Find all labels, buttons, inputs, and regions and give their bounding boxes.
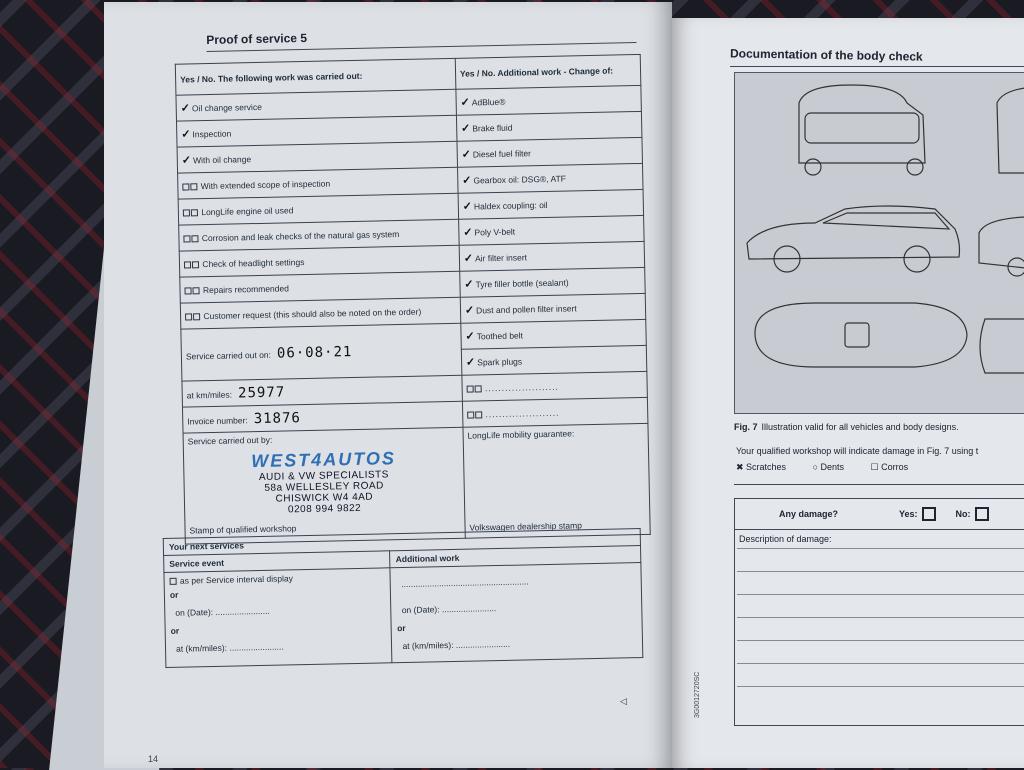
- checkbox-icon: [466, 385, 473, 392]
- damage-report-box: [734, 498, 1024, 726]
- checkbox-icon: [191, 209, 198, 216]
- checkbox-icon: [191, 235, 198, 242]
- figure-text: Illustration valid for all vehicles and body designs.: [761, 422, 959, 432]
- tick-mark-icon: ✓: [461, 148, 471, 161]
- no-option: [956, 507, 989, 521]
- stamp-line: 0208 994 9822: [287, 502, 362, 516]
- header-additional-work: Yes / No. Additional work - Change of:: [455, 54, 641, 89]
- ruled-line: [737, 617, 1024, 640]
- additional-work-header: Additional work: [390, 546, 641, 568]
- stamp-line: AUDI & VW SPECIALISTS: [258, 469, 389, 484]
- tick-mark-icon: ✓: [462, 200, 473, 213]
- damage-question-row: [735, 499, 1024, 530]
- work-item: Corrosion and leak checks of the natural gas system: [201, 228, 400, 243]
- car-outlines-icon: [735, 73, 1024, 413]
- service-work-table: [175, 54, 651, 545]
- tick-mark-icon: ✓: [460, 122, 471, 135]
- ruled-line: [737, 686, 1024, 709]
- interval-option: as per Service interval display: [179, 573, 293, 586]
- service-date-label: Service carried out on:: [185, 349, 272, 362]
- tick-mark-icon: ✓: [180, 102, 191, 115]
- yes-checkbox-icon: [922, 507, 936, 521]
- page-title: Proof of service 5: [206, 30, 308, 48]
- checkbox-icon: [193, 313, 200, 320]
- checkbox-icon: [183, 209, 190, 216]
- workshop-stamp: [188, 447, 460, 518]
- no-label: No:: [955, 509, 971, 519]
- checkbox-icon: [475, 411, 482, 418]
- additional-item: Air filter insert: [474, 252, 528, 264]
- figure-label: Fig. 7: [734, 422, 758, 432]
- additional-item: AdBlue®: [471, 96, 506, 108]
- checkbox-icon: [192, 287, 199, 294]
- tick-mark-icon: ✓: [463, 252, 474, 265]
- tick-mark-icon: ✓: [460, 96, 470, 109]
- yes-option: [899, 507, 936, 521]
- additional-item: Poly V-belt: [474, 226, 516, 238]
- arrow-icon: ◁: [620, 696, 627, 706]
- title-rule: [730, 66, 1024, 67]
- additional-item: Diesel fuel filter: [472, 148, 532, 160]
- service-event-header: Service event: [164, 551, 391, 573]
- additional-item: Toothed belt: [476, 330, 524, 342]
- work-item: With extended scope of inspection: [200, 177, 331, 191]
- on-date-line: on (Date): .......................: [401, 603, 497, 616]
- ruled-line: [737, 640, 1024, 663]
- checkbox-icon: [467, 411, 474, 418]
- additional-item: Gearbox oil: DSG®, ATF: [473, 173, 567, 186]
- next-services-title: Your next services: [163, 529, 640, 556]
- additional-item: Spark plugs: [477, 356, 523, 368]
- additional-work-line: ......................................................: [401, 576, 529, 590]
- document-id: 3G0012720SC: [694, 671, 701, 718]
- additional-item: Dust and pollen filter insert: [476, 303, 577, 316]
- tick-mark-icon: ✓: [464, 278, 474, 291]
- additional-item: Haldex coupling: oil: [473, 199, 548, 212]
- vehicle-diagram: [734, 72, 1024, 414]
- work-item: LongLife engine oil used: [201, 204, 294, 217]
- legend-rule: [734, 484, 1024, 485]
- tick-mark-icon: ✓: [465, 356, 476, 369]
- or-label: or: [170, 625, 180, 636]
- tick-mark-icon: ✓: [462, 174, 472, 187]
- checkbox-icon: [185, 313, 192, 320]
- legend-scratches: ✖ Scratches: [736, 462, 787, 472]
- tick-mark-icon: ✓: [464, 304, 475, 317]
- at-km-line: at (km/miles): .......................: [175, 641, 284, 654]
- table-row: [183, 423, 650, 544]
- header-work-carried-out: Yes / No. The following work was carried out:: [175, 58, 455, 95]
- stamp-caption: Stamp of qualified workshop: [189, 523, 297, 536]
- page-number: 14: [148, 754, 159, 764]
- checkbox-icon: [184, 261, 191, 268]
- yes-label: Yes:: [899, 509, 918, 519]
- ruled-line: [737, 663, 1024, 686]
- service-date-value: 06·08·21: [276, 343, 353, 362]
- work-item: Customer request (this should also be noted on the order): [203, 306, 422, 321]
- work-item: Repairs recommended: [202, 282, 289, 295]
- ruled-line: [737, 571, 1024, 594]
- description-label: Description of damage:: [739, 534, 832, 544]
- body-check-title: Documentation of the body check: [729, 46, 923, 64]
- checkbox-icon: [184, 287, 191, 294]
- legend-dents: ○ Dents: [812, 462, 845, 472]
- km-label: at km/miles:: [186, 389, 233, 401]
- blank-item: ......................: [485, 407, 560, 419]
- no-checkbox-icon: [975, 507, 989, 521]
- stamp-line: CHISWICK W4 4AD: [275, 491, 374, 505]
- dealer-stamp-caption: Volkswagen dealership stamp: [469, 520, 582, 533]
- tick-mark-icon: ✓: [463, 226, 473, 239]
- checkbox-icon: [182, 183, 189, 190]
- work-item: Check of headlight settings: [202, 256, 305, 269]
- ruled-line: [737, 548, 1024, 571]
- workshop-note: Your qualified workshop will indicate damage in Fig. 7 using t: [736, 446, 979, 456]
- additional-item: Brake fluid: [472, 122, 513, 134]
- at-km-line: at (km/miles): .......................: [402, 638, 511, 652]
- work-item: Inspection: [192, 128, 232, 140]
- workshop-logo: WEST4AUTOS: [251, 448, 397, 472]
- work-item: Oil change service: [191, 101, 262, 114]
- tick-mark-icon: ✓: [181, 128, 191, 141]
- checkbox-icon: [192, 261, 199, 268]
- checkbox-icon: [183, 235, 190, 242]
- checkbox-icon: [190, 183, 197, 190]
- on-date-line: on (Date): .......................: [175, 605, 270, 618]
- invoice-label: Invoice number:: [187, 414, 248, 427]
- additional-item: Tyre filler bottle (sealant): [475, 277, 569, 290]
- checkbox-icon: [170, 578, 177, 585]
- work-item: With oil change: [192, 154, 252, 166]
- km-value: 25977: [237, 383, 286, 401]
- figure-caption: [734, 422, 959, 432]
- blank-item: ......................: [484, 381, 559, 393]
- carried-out-by-label: Service carried out by:: [187, 434, 273, 447]
- tick-mark-icon: ✓: [181, 154, 192, 167]
- proof-of-service-form: [160, 16, 654, 716]
- stamp-line: 58a WELLESLEY ROAD: [264, 480, 384, 494]
- ruled-line: [737, 594, 1024, 617]
- checkbox-icon: [474, 385, 481, 392]
- next-services-table: [163, 528, 644, 668]
- legend-corrosion: ☐ Corros: [870, 462, 909, 472]
- longlife-label: LongLife mobility guarantee:: [467, 428, 575, 441]
- damage-legend: [736, 462, 1024, 473]
- or-label: or: [397, 622, 406, 634]
- any-damage-label: Any damage?: [779, 509, 839, 519]
- or-label: or: [169, 589, 179, 600]
- invoice-value: 31876: [253, 409, 302, 427]
- tick-mark-icon: ✓: [465, 330, 475, 343]
